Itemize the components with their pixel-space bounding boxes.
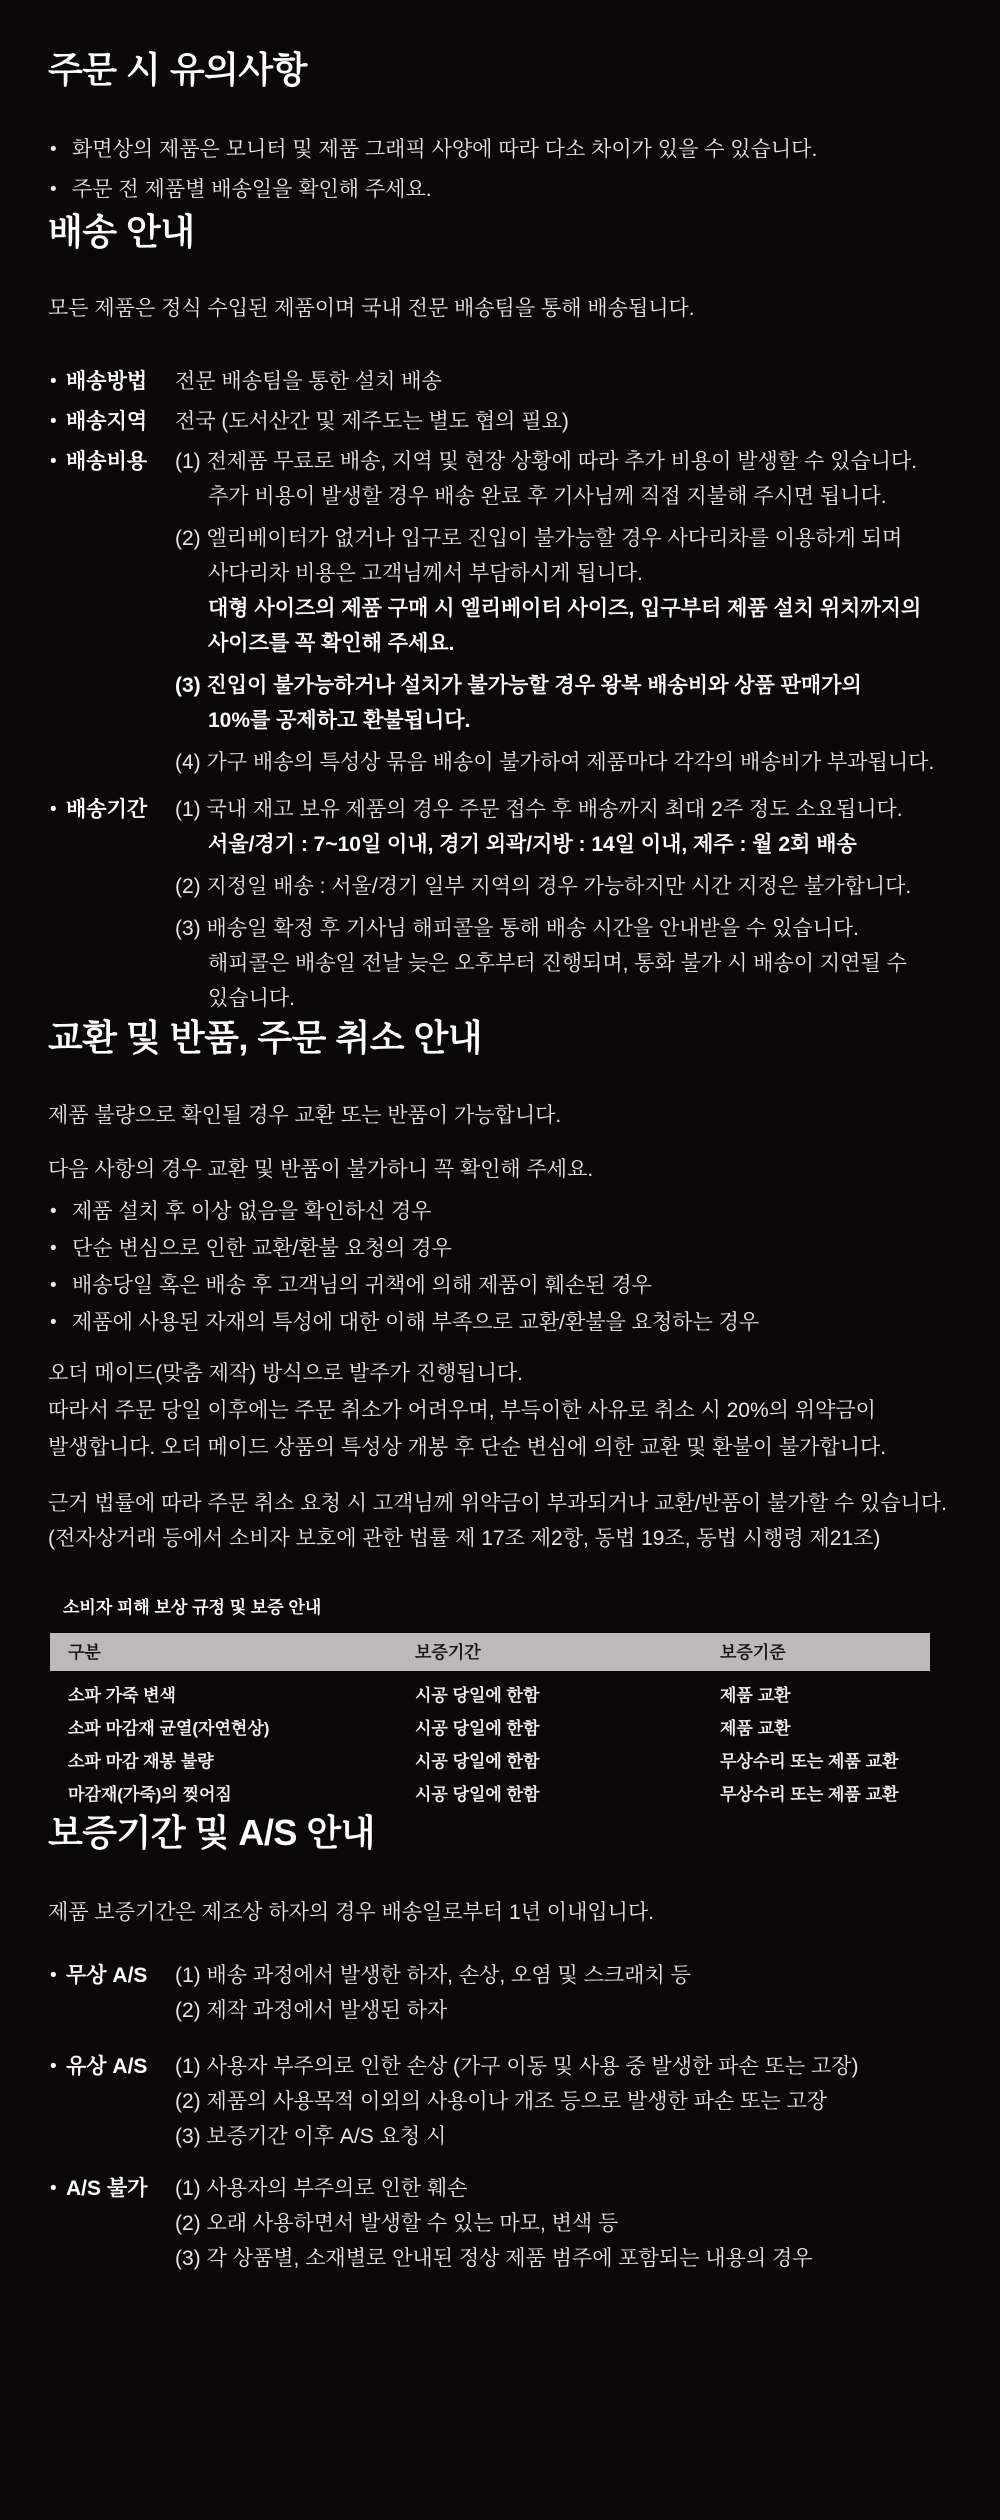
shipping-cost-row [0, 444, 1000, 780]
row-label: • 무상 A/S [66, 1964, 148, 1987]
row-label: • 유상 A/S [66, 2055, 148, 2078]
detail-line: (1) 사용자 부주의로 인한 손상 (가구 이동 및 사용 중 발생한 파손 또는 고장) [175, 2055, 859, 2078]
shipping-intro: 모든 제품은 정식 수입된 제품이며 국내 전문 배송팀을 통해 배송됩니다. [48, 297, 695, 320]
table-cell: 무상수리 또는 제품 교환 [720, 1752, 899, 1771]
column-header: 구분 [68, 1642, 101, 1662]
row-label: • 배송기간 [66, 798, 148, 821]
paragraph-line: 발생합니다. 오더 메이드 상품의 특성상 개봉 후 단순 변심에 의한 교환 및 환불이 불가합니다. [48, 1436, 887, 1459]
table-cell: 소파 마감재 균열(자연현상) [68, 1719, 270, 1738]
detail-item [175, 792, 1000, 862]
exchange-condition-list [0, 1193, 1000, 1341]
detail-item [175, 521, 1000, 661]
detail-item [175, 1958, 1000, 2028]
table-row [50, 1778, 930, 1811]
detail-line-emphasis: 사이즈를 꼭 확인해 주세요. [208, 632, 455, 655]
detail-line: (3) 보증기간 이후 A/S 요청 시 [175, 2125, 447, 2148]
detail-line: (2) 지정일 배송 : 서울/경기 일부 지역의 경우 가능하지만 시간 지정은 불가합니다. [175, 875, 912, 898]
paragraph-line: 근거 법률에 따라 주문 취소 요청 시 고객님께 위약금이 부과되거나 교환/반품이 불가할 수 있습니다. [48, 1492, 947, 1515]
section-title-order-notice: 주문 시 유의사항 [48, 49, 307, 90]
detail-line: (1) 전제품 무료로 배송, 지역 및 현장 상황에 따라 추가 비용이 발생할 수 있습니다. [175, 450, 918, 473]
table-cell: 시공 당일에 한함 [415, 1785, 540, 1804]
detail-item [175, 404, 1000, 439]
list-item: • 배송당일 혹은 배송 후 고객님의 귀책에 의해 제품이 훼손된 경우 [0, 1267, 1000, 1304]
detail-line: (1) 국내 재고 보유 제품의 경우 주문 접수 후 배송까지 최대 2주 정도 소요됩니다. [175, 798, 903, 821]
detail-line: (4) 가구 배송의 특성상 묶음 배송이 불가하여 제품마다 각각의 배송비가 부과됩니다. [175, 751, 935, 774]
table-row [50, 1679, 930, 1712]
detail-line: (2) 제작 과정에서 발생된 하자 [175, 1999, 448, 2022]
exchange-intro: 제품 불량으로 확인될 경우 교환 또는 반품이 가능합니다. [48, 1104, 562, 1127]
detail-line: (1) 배송 과정에서 발생한 하자, 손상, 오염 및 스크래치 등 [175, 1964, 691, 1987]
table-header-row [50, 1633, 930, 1671]
table-row [50, 1712, 930, 1745]
paragraph-line: (전자상거래 등에서 소비자 보호에 관한 법률 제 17조 제2항, 동법 19조, 동법 시행령 제21조) [48, 1527, 881, 1550]
detail-item [175, 2171, 1000, 2276]
shipping-detail-rows [0, 364, 1000, 1016]
list-item: • 주문 전 제품별 배송일을 확인해 주세요. [0, 170, 1000, 210]
detail-line: 있습니다. [208, 987, 295, 1010]
detail-line: 추가 비용이 발생할 경우 배송 완료 후 기사님께 직접 지불해 주시면 됩니다. [208, 485, 887, 508]
table-cell: 마감재(가죽)의 찢어짐 [68, 1785, 232, 1804]
detail-line: (3) 배송일 확정 후 기사님 해피콜을 통해 배송 시간을 안내받을 수 있습니다. [175, 917, 859, 940]
detail-line-emphasis: 10%를 공제하고 환불됩니다. [208, 709, 471, 732]
shipping-period-row [0, 792, 1000, 1016]
paid-as-row [0, 2049, 1000, 2154]
detail-line: (2) 엘리베이터가 없거나 입구로 진입이 불가능할 경우 사다리차를 이용하게 되며 [175, 527, 903, 550]
table-cell: 제품 교환 [720, 1719, 791, 1738]
detail-line: 해피콜은 배송일 전날 늦은 오후부터 진행되며, 통화 불가 시 배송이 지연될 수 [208, 952, 907, 975]
list-item: • 화면상의 제품은 모니터 및 제품 그래픽 사양에 따라 다소 차이가 있을 수 있습니다. [0, 130, 1000, 170]
paragraph-line: 오더 메이드(맞춤 제작) 방식으로 발주가 진행됩니다. [48, 1362, 523, 1385]
shipping-method-row [0, 364, 1000, 399]
column-header: 보증기간 [415, 1642, 481, 1662]
detail-line: (2) 제품의 사용목적 이외의 사용이나 개조 등으로 발생한 파손 또는 고장 [175, 2090, 828, 2113]
row-label: • 배송지역 [66, 410, 148, 433]
table-cell: 제품 교환 [720, 1686, 791, 1705]
list-item: • 단순 변심으로 인한 교환/환불 요청의 경우 [0, 1230, 1000, 1267]
order-made-paragraph [0, 1355, 1000, 1466]
table-body [50, 1679, 930, 1811]
table-cell: 시공 당일에 한함 [415, 1719, 540, 1738]
detail-item [175, 869, 1000, 904]
table-cell: 무상수리 또는 제품 교환 [720, 1785, 899, 1804]
as-intro: 제품 보증기간은 제조상 하자의 경우 배송일로부터 1년 이내입니다. [48, 1901, 655, 1924]
section-title-shipping: 배송 안내 [48, 211, 195, 252]
table-cell: 시공 당일에 한함 [415, 1752, 540, 1771]
detail-item [175, 364, 1000, 399]
section-title-exchange: 교환 및 반품, 주문 취소 안내 [48, 1017, 483, 1058]
detail-item [175, 668, 1000, 738]
detail-line-emphasis: 대형 사이즈의 제품 구매 시 엘리베이터 사이즈, 입구부터 제품 설치 위치까지의 [208, 597, 922, 620]
section-title-as: 보증기간 및 A/S 안내 [48, 1812, 375, 1853]
detail-line-emphasis: (3) 진입이 불가능하거나 설치가 불가능할 경우 왕복 배송비와 상품 판매가의 [175, 674, 862, 697]
list-item: • 제품에 사용된 자재의 특성에 대한 이해 부족으로 교환/환불을 요청하는 경우 [0, 1304, 1000, 1341]
table-cell: 시공 당일에 한함 [415, 1686, 540, 1705]
law-paragraph [0, 1486, 1000, 1556]
table-cell: 소파 가죽 변색 [68, 1686, 176, 1705]
detail-item [175, 911, 1000, 1016]
table-cell: 소파 마감 재봉 불량 [68, 1752, 214, 1771]
as-detail-rows [0, 1958, 1000, 2276]
detail-line: (2) 오래 사용하면서 발생할 수 있는 마모, 변색 등 [175, 2212, 619, 2235]
list-item: • 제품 설치 후 이상 없음을 확인하신 경우 [0, 1193, 1000, 1230]
column-header: 보증기준 [720, 1642, 786, 1662]
order-notice-list [0, 130, 1000, 210]
shipping-area-row [0, 404, 1000, 439]
row-label: • 배송비용 [66, 450, 148, 473]
detail-item [175, 2049, 1000, 2154]
detail-line: 전국 (도서산간 및 제주도는 별도 협의 필요) [175, 410, 569, 433]
detail-line: 전문 배송팀을 통한 설치 배송 [175, 370, 442, 393]
detail-item [175, 745, 1000, 780]
exchange-condition-intro: 다음 사항의 경우 교환 및 반품이 불가하니 꼭 확인해 주세요. [48, 1158, 594, 1181]
row-label: • A/S 불가 [66, 2177, 148, 2200]
paragraph-line: 따라서 주문 당일 이후에는 주문 취소가 어려우며, 부득이한 사유로 취소 시 20%의 위약금이 [48, 1399, 876, 1422]
detail-line: 사다리차 비용은 고객님께서 부담하시게 됩니다. [208, 562, 643, 585]
detail-line-emphasis: 서울/경기 : 7~10일 이내, 경기 외곽/지방 : 14일 이내, 제주 : 월 2회 배송 [208, 833, 857, 856]
no-as-row [0, 2171, 1000, 2276]
compensation-table-title: 소비자 피해 보상 규정 및 보증 안내 [63, 1598, 322, 1617]
detail-item [175, 444, 1000, 514]
free-as-row [0, 1958, 1000, 2028]
detail-line: (1) 사용자의 부주의로 인한 훼손 [175, 2177, 468, 2200]
compensation-table [50, 1633, 930, 1811]
row-label: • 배송방법 [66, 370, 148, 393]
detail-line: (3) 각 상품별, 소재별로 안내된 정상 제품 범주에 포함되는 내용의 경우 [175, 2247, 813, 2270]
table-row [50, 1745, 930, 1778]
